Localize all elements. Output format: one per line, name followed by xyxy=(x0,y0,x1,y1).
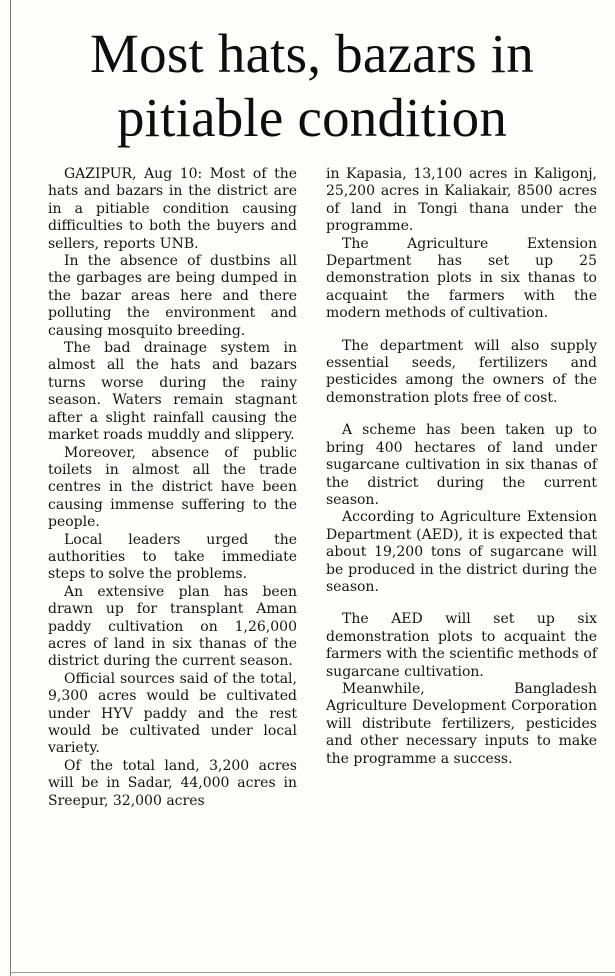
paragraph: The AED will set up six demonstration plots to acquaint the farmers with the scientific methods of sugarcane cultivation. xyxy=(326,611,597,680)
paragraph: The bad drainage system in almost all the hats and bazars turns worse during the rainy season. Waters remain stagnant after a slight rainfall causing the market roads muddly and slippery. xyxy=(48,340,297,444)
article-headline xyxy=(14,22,610,150)
article-column-right xyxy=(326,166,597,768)
column-rule-bottom xyxy=(10,972,615,973)
paragraph: in Kapasia, 13,100 acres in Kaligonj, 25,200 acres in Kaliakair, 8500 acres of land in Tongi thana under the programme. xyxy=(326,166,597,235)
paragraph: Official sources said of the total, 9,300 acres would be cultivated under HYV paddy and the rest would be cultivated under local variety. xyxy=(48,670,297,757)
paragraph: Meanwhile, Bangladesh Agriculture Development Corporation will distribute fertilizers, pesticides and other necessary inputs to make the programme a success. xyxy=(326,680,597,767)
paragraph: In the absence of dustbins all the garbages are being dumped in the bazar areas here and there polluting the environment and causing mosquito breeding. xyxy=(48,253,297,339)
paragraph: GAZIPUR, Aug 10: Most of the hats and bazars in the district are in a pitiable condition causing difficulties to both the buyers and sellers, reports UNB. xyxy=(48,166,297,252)
headline-line-1: Most hats, bazars in xyxy=(90,23,534,84)
article-column-left xyxy=(48,166,297,810)
paragraph: Of the total land, 3,200 acres will be in Sadar, 44,000 acres in Sreepur, 32,000 acres xyxy=(48,757,297,809)
paragraph: An extensive plan has been drawn up for transplant Aman paddy cultivation on 1,26,000 acres of land in six thanas of the district during the current season. xyxy=(48,583,297,670)
paragraph: The department will also supply essential seeds, fertilizers and pesticides among the owners of the demonstration plots free of cost. xyxy=(326,337,597,406)
paragraph: Local leaders urged the authorities to take immediate steps to solve the problems. xyxy=(48,531,297,583)
paragraph: The Agriculture Extension Department has set up 25 demonstration plots in six thanas to acquaint the farmers with the modern methods of cultivation. xyxy=(326,235,597,322)
paragraph: Moreover, absence of public toilets in almost all the trade centres in the district have been causing immense suffering to the people. xyxy=(48,444,297,531)
paragraph: A scheme has been taken up to bring 400 hectares of land under sugarcane cultivation in six thanas of the district during the current season. xyxy=(326,422,597,508)
column-rule-left xyxy=(10,0,11,976)
paragraph: According to Agriculture Extension Department (AED), it is expected that about 19,200 tons of sugarcane will be produced in the district during the season. xyxy=(326,509,597,595)
headline-line-2: pitiable condition xyxy=(116,87,508,148)
